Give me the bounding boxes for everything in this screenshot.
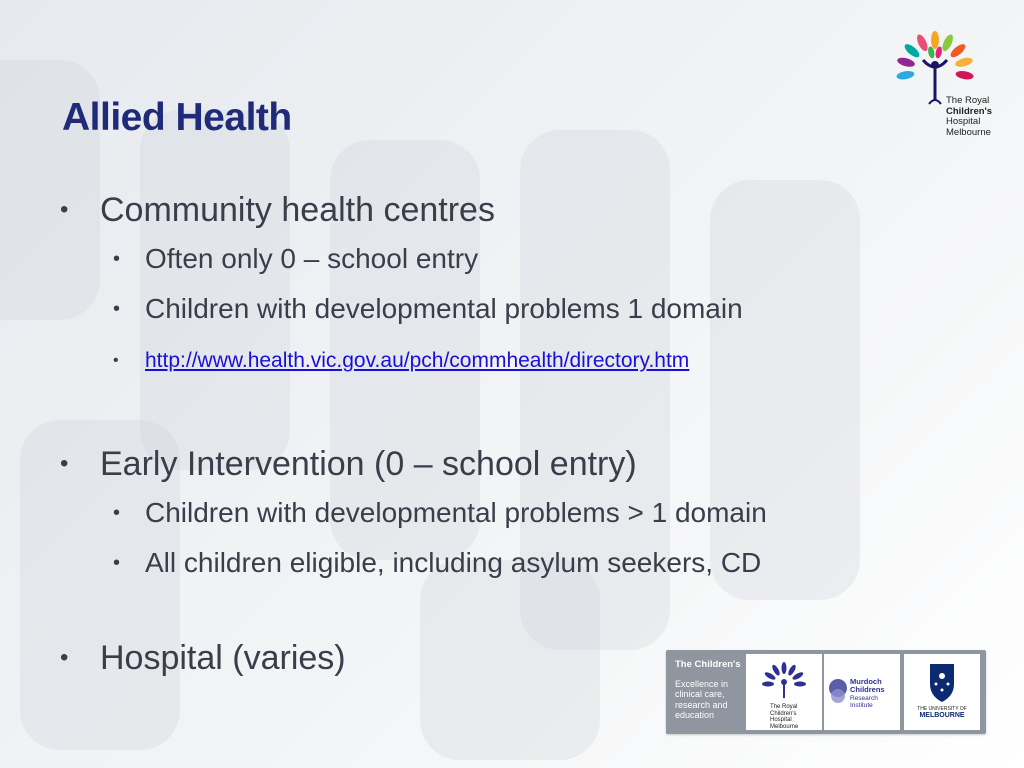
sub-bullet: • Children with developmental problems > 1 domain bbox=[58, 488, 878, 538]
sub-bullet-link bbox=[58, 334, 878, 388]
bullet-dot-icon: • bbox=[113, 298, 121, 320]
bullet-dot-icon: • bbox=[113, 502, 121, 524]
sub-bullet: • Children with developmental problems 1 domain bbox=[58, 284, 878, 334]
slide-title: Allied Health bbox=[62, 96, 292, 139]
bullet-dot-icon: • bbox=[60, 196, 69, 223]
sub-bullet: • Often only 0 – school entry bbox=[58, 234, 878, 284]
bullet-community-health bbox=[58, 188, 878, 232]
bullet-dot-icon: • bbox=[113, 352, 119, 369]
bullet-text: Community health centres bbox=[100, 191, 495, 229]
uom-partner-logo: THE UNIVERSITY OF MELBOURNE bbox=[904, 654, 980, 730]
sub-bullet: • All children eligible, including asylum seekers, CD bbox=[58, 538, 878, 588]
bullet-dot-icon: • bbox=[60, 450, 69, 477]
bullet-early-intervention bbox=[58, 442, 878, 486]
rch-logo-text: The Royal Children's Hospital Melbourne bbox=[946, 95, 993, 138]
banner-text: The Children's Excellence in clinical care, research and education bbox=[675, 659, 741, 720]
bullet-list bbox=[58, 188, 878, 680]
rch-partner-logo: The Royal Children's Hospital Melbourne bbox=[746, 654, 822, 730]
bullet-dot-icon: • bbox=[60, 644, 69, 671]
bullet-dot-icon: • bbox=[113, 552, 121, 574]
mcri-partner-logo: Murdoch Childrens Research Institute bbox=[824, 654, 900, 730]
partner-banner bbox=[666, 650, 986, 734]
bullet-text: Hospital (varies) bbox=[100, 639, 346, 677]
bullet-dot-icon: • bbox=[113, 248, 121, 270]
slide-content bbox=[58, 188, 878, 680]
directory-link[interactable]: http://www.health.vic.gov.au/pch/commhealth/directory.htm bbox=[145, 349, 690, 372]
bullet-text: Early Intervention (0 – school entry) bbox=[100, 445, 637, 483]
